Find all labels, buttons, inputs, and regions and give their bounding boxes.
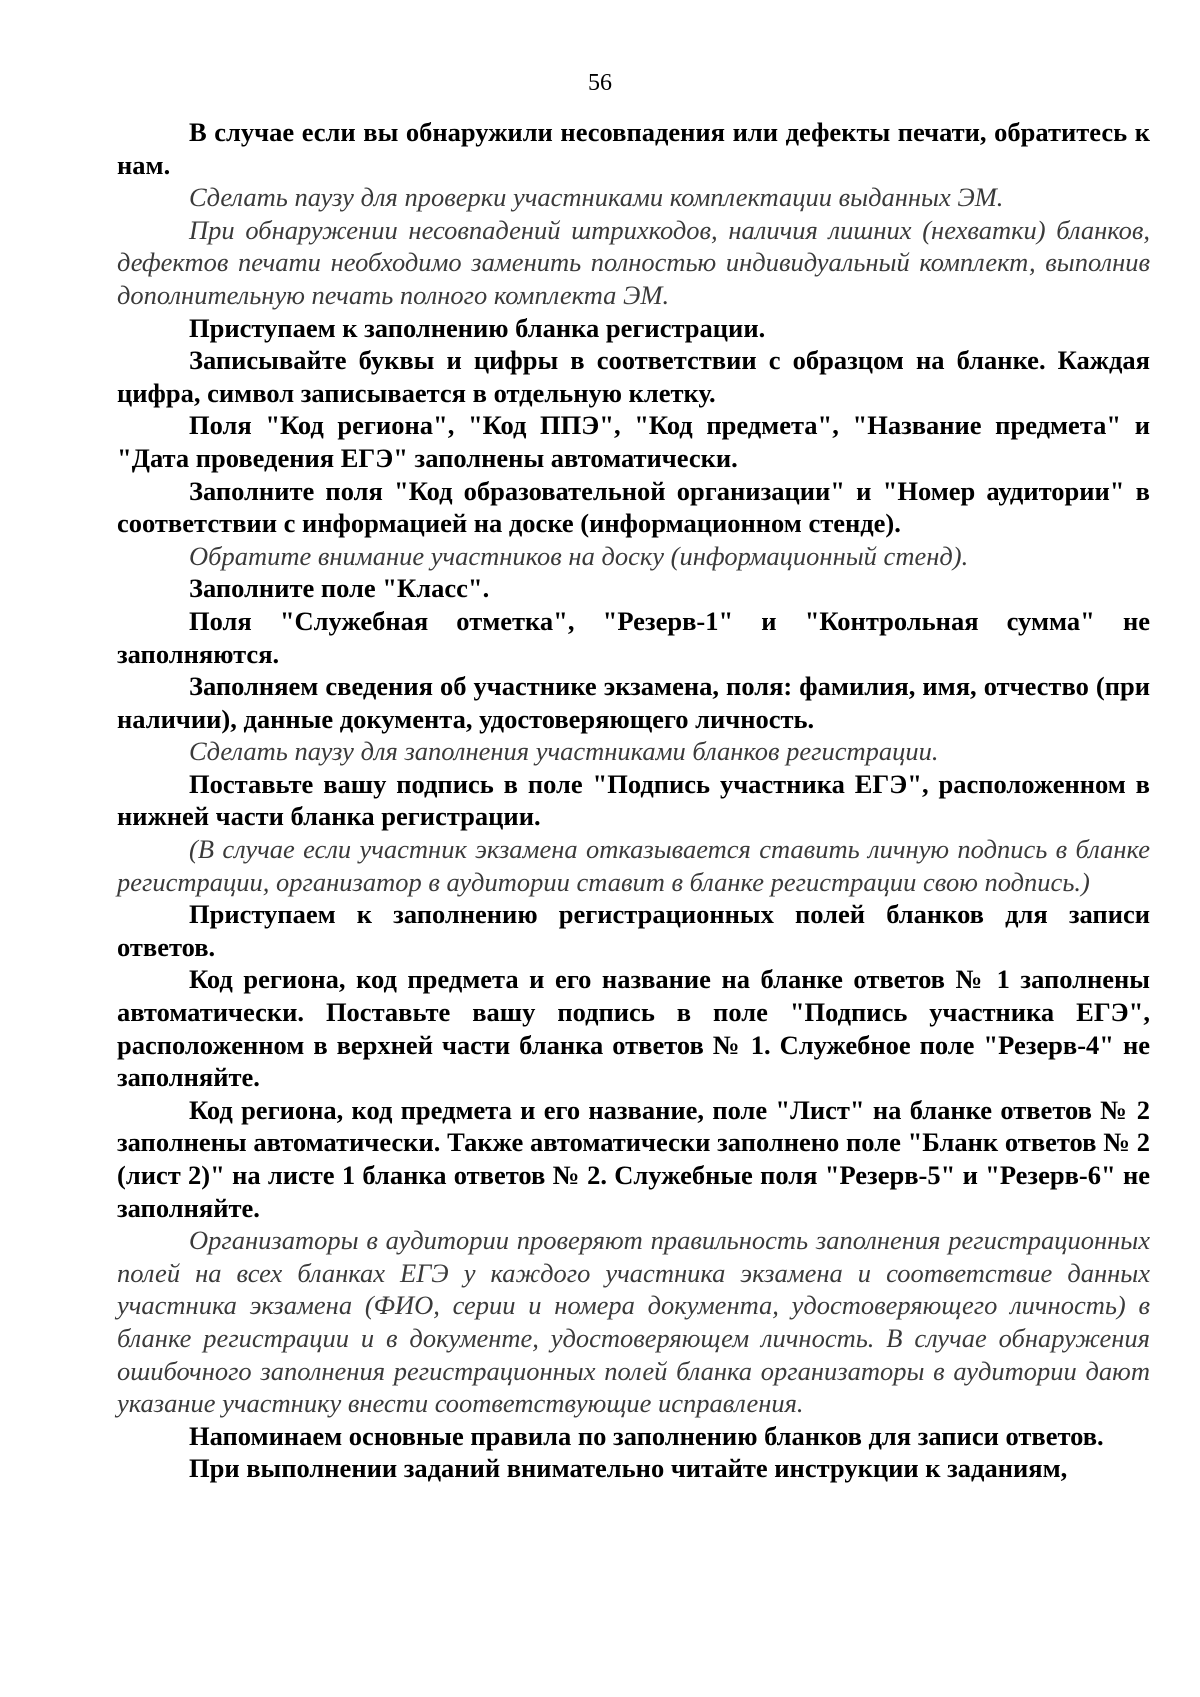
paragraph: Сделать паузу для проверки участниками комплектации выданных ЭМ. (189, 182, 1004, 213)
paragraph: Код региона, код предмета и его название, поле "Лист" на бланке ответов № 2 заполнены автоматически. Также автоматически заполнено поле "Бланк ответов № 2 (лист 2)" на листе 1 бланка ответов № 2. Служебные поля "Резерв-5" и "Резерв-6" не заполняйте. (117, 1094, 1150, 1223)
paragraph: Приступаем к заполнению регистрационных полей бланков для записи ответов. (117, 899, 1150, 962)
paragraph: Поля "Служебная отметка", "Резерв-1" и "Контрольная сумма" не заполняются. (117, 605, 1150, 669)
paragraph: В случае если вы обнаружили несовпадения или дефекты печати, обратитесь к нам. (117, 117, 1150, 180)
paragraph: Код региона, код предмета и его название на бланке ответов № 1 заполнены автоматически. Поставьте вашу подпись в поле "Подпись участника ЕГЭ", расположенном в верхней части бланка ответов № 1. Служебное поле "Резерв-4" не заполняйте. (117, 964, 1150, 1093)
paragraph: Заполните поля "Код образовательной организации" и "Номер аудитории" в соответствии с информацией на доске (информационном стенде). (117, 475, 1150, 539)
paragraph: Приступаем к заполнению бланка регистрации. (189, 312, 766, 343)
paragraph: При выполнении заданий внимательно читайте инструкции к заданиям, (189, 1453, 1068, 1484)
paragraph: Обратите внимание участников на доску (информационный стенд). (189, 540, 969, 571)
paragraph: При обнаружении несовпадений штрихкодов, наличия лишних (нехватки) бланков, дефектов печати необходимо заменить полностью индивидуальный комплект, выполнив дополнительную печать полного комплекта ЭМ. (117, 214, 1150, 310)
page-number: 56 (588, 70, 612, 96)
paragraph: Поля "Код региона", "Код ППЭ", "Код предмета", "Название предмета" и "Дата проведения ЕГЭ" заполнены автоматически. (117, 410, 1150, 473)
paragraph: (В случае если участник экзамена отказывается ставить личную подпись в бланке регистрации, организатор в аудитории ставит в бланке регистрации свою подпись.) (117, 834, 1150, 897)
paragraph: Напоминаем основные правила по заполнению бланков для записи ответов. (189, 1420, 1104, 1451)
paragraph: Сделать паузу для заполнения участниками бланков регистрации. (189, 736, 939, 767)
paragraph: Заполняем сведения об участнике экзамена, поля: фамилия, имя, отчество (при наличии), данные документа, удостоверяющего личность. (117, 671, 1150, 734)
paragraph: Организаторы в аудитории проверяют правильность заполнения регистрационных полей на всех бланках ЕГЭ у каждого участника экзамена и соответствие данных участника экзамена (ФИО, серии и номера документа, удостоверяющего личность) в бланке регистрации и в документе, удостоверяющем личность. В случае обнаружения ошибочного заполнения регистрационных полей бланка организаторы в аудитории дают указание участнику внести соответствующие исправления. (117, 1225, 1150, 1419)
paragraph: Записывайте буквы и цифры в соответствии с образцом на бланке. Каждая цифра, символ записывается в отдельную клетку. (117, 345, 1150, 408)
paragraph: Поставьте вашу подпись в поле "Подпись участника ЕГЭ", расположенном в нижней части бланка регистрации. (117, 768, 1150, 832)
document-body (117, 116, 1150, 1485)
paragraph: Заполните поле "Класс". (189, 573, 490, 604)
